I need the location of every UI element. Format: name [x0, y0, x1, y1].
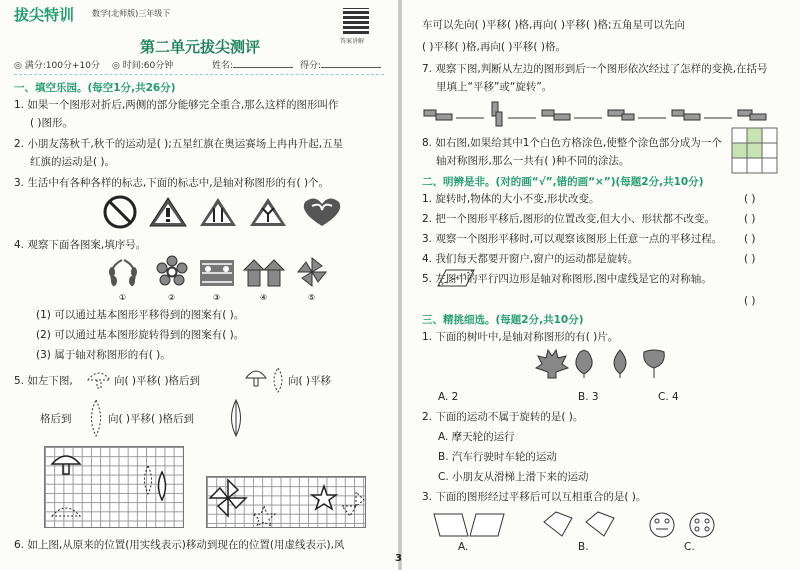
left-page [0, 0, 398, 570]
tf-answer-5[interactable]: ( ) [744, 295, 756, 307]
question-4-2: (2) 可以通过基本图形旋转得到的图案有( )。 [36, 329, 245, 341]
tf-item-4: 4. 我们每天都要开窗户,窗户的运动都是旋转。 [422, 253, 639, 265]
pattern-label-3: ③ [213, 293, 221, 302]
mushroom-solid-icon [244, 366, 268, 390]
question-1-line2: ( )图形。 [30, 117, 74, 129]
tf-answer-2[interactable]: ( ) [744, 213, 756, 225]
tf-answer-1[interactable]: ( ) [744, 193, 756, 205]
question-5-line2b: 向( )平移( )格后到 [108, 413, 195, 425]
question-6-cont-line1: 车可以先向( )平移( )格,再向( )平移( )格;五角星可以先向 [422, 19, 685, 31]
qr-code[interactable] [343, 8, 369, 34]
page-number: 3 [395, 553, 402, 564]
question-4-3: (3) 属于轴对称图形的有( )。 [36, 349, 171, 361]
leaf-outline-icon [86, 398, 106, 438]
question-4-1: (1) 可以通过基本图形平移得到的图案有( )。 [36, 309, 245, 321]
pattern-label-4: ④ [260, 293, 268, 302]
no-entry-sign [105, 197, 135, 227]
mc3-option-c[interactable]: C. [684, 541, 695, 553]
tf-answer-3[interactable]: ( ) [744, 233, 756, 245]
question-5-line2a: 格后到 [40, 413, 72, 425]
signs-row [100, 194, 400, 234]
question-7-line1: 7. 观察下图,判断从左边的图形到后一个图形依次经过了怎样的变换,在括号 [422, 63, 768, 75]
mc3-option-a[interactable]: A. [458, 541, 469, 553]
mc1-option-b[interactable]: B. 3 [578, 391, 599, 403]
question-5-start: 5. 如左下图, [14, 375, 73, 387]
mc-question-2: 2. 下面的运动不属于旋转的是( )。 [422, 411, 584, 423]
question-2-line1: 2. 小朋友荡秋千,秋千的运动是( );五星红旗在奥运赛场上冉冉升起,五星 [14, 138, 344, 150]
color-grid-3x3 [732, 128, 782, 178]
brand-logo: 拔尖特训 [14, 6, 75, 24]
full-score: ◎ 满分:100分+10分 [14, 61, 100, 71]
leaves-row [532, 348, 672, 382]
houses-pattern [244, 260, 284, 286]
question-2-line2: 红旗的运动是( )。 [30, 156, 116, 168]
page-title: 第二单元拔尖测评 [140, 38, 261, 56]
flower-pattern [157, 256, 187, 285]
question-6-cont-line2: ( )平移( )格,再向( )平移( )格。 [422, 41, 566, 53]
question-6: 6. 如上图,从原来的位置(用实线表示)移动到现在的位置(用虚线表示),风 [14, 539, 345, 551]
question-8-line1: 8. 如右图,如果给其中1个白色方格涂色,使整个涂色部分成为一个 [422, 137, 722, 149]
maple-leaf-icon [536, 350, 568, 378]
book-subtitle: 数学(北师版)三年级下 [92, 9, 171, 18]
heart-hand-sign [304, 198, 340, 226]
time-limit: ◎ 时间:60分钟 [112, 61, 174, 71]
pattern-label-2: ② [168, 293, 176, 302]
name-field[interactable]: 姓名: [212, 58, 293, 71]
mc1-option-a[interactable]: A. 2 [438, 391, 459, 403]
mc2-option-b[interactable]: B. 汽车行驶时车轮的运动 [438, 451, 557, 463]
question-8-line2: 轴对称图形,那么一共有( )种不同的涂法。 [436, 155, 630, 167]
pinwheel-pattern [298, 258, 326, 286]
grid-pinwheel-shapes [206, 476, 364, 526]
question-3: 3. 生活中有各种各样的标志,下面的标志中,是轴对称图形的有( )个。 [14, 177, 330, 189]
tf-item-3: 3. 观察一个图形平移时,可以观察该图形上任意一点的平移过程。 [422, 233, 723, 245]
mc-question-3: 3. 下面的图形经过平移后可以互相重合的是( )。 [422, 491, 647, 503]
divider [14, 74, 384, 75]
pattern-label-5: ⑤ [308, 293, 316, 302]
tf-item-1: 1. 旋转时,物体的大小不变,形状改变。 [422, 193, 600, 205]
mc2-option-c[interactable]: C. 小朋友从滑梯上滑下来的运动 [438, 471, 589, 483]
mc3-option-b[interactable]: B. [578, 541, 589, 553]
wreath-pattern [109, 260, 137, 286]
mc3-shapes [432, 508, 772, 542]
mc2-option-a[interactable]: A. 摩天轮的运行 [438, 431, 515, 443]
question-4: 4. 观察下面各图案,填序号。 [14, 239, 147, 251]
section3-title: 三、精挑细选。(每题2分,共10分) [422, 314, 584, 326]
patterns-row [104, 256, 334, 306]
tf-answer-4[interactable]: ( ) [744, 253, 756, 265]
pattern-label-1: ① [119, 293, 127, 302]
mc1-option-c[interactable]: C. 4 [658, 391, 679, 403]
section1-title: 一、填空乐园。(每空1分,共26分) [14, 82, 176, 94]
serrated-leaf-icon [576, 350, 592, 378]
tf-item-5: 5. 左图中的平行四边形是轴对称图形,图中虚线是它的对称轴。 [422, 273, 712, 285]
parallelogram-figure [436, 268, 476, 288]
ginkgo-leaf-icon [644, 350, 665, 378]
question-5-part2: 向( )平移 [288, 375, 332, 387]
right-page [402, 0, 800, 570]
junction-sign [250, 198, 286, 226]
leaf-dashed-icon [268, 366, 288, 394]
ornament-pattern [200, 260, 234, 286]
question-5-part1: 向( )平移( )格后到 [114, 375, 201, 387]
mushroom-icon [84, 368, 114, 392]
question-1-line1: 1. 如果一个图形对折后,两侧的部分能够完全重合,那么这样的图形叫作 [14, 99, 339, 111]
score-field[interactable]: 得分: [300, 58, 381, 71]
grid-mushroom-shapes [44, 446, 182, 526]
mc-question-1: 1. 下面的树叶中,是轴对称图形的有( )片。 [422, 331, 619, 343]
transform-sequence [422, 98, 782, 128]
warning-sign [150, 198, 186, 226]
section2-title: 二、明辨是非。(对的画“√”,错的画“×”)(每题2分,共10分) [422, 176, 704, 188]
qr-label: 答案讲解 [340, 38, 365, 45]
leaf-solid-icon [226, 398, 246, 438]
tf-item-2: 2. 把一个图形平移后,图形的位置改变,但大小、形状都不改变。 [422, 213, 716, 225]
oval-leaf-icon [614, 350, 626, 378]
question-7-line2: 里填上“平移”或“旋转”。 [436, 81, 553, 93]
two-way-sign [200, 198, 236, 226]
